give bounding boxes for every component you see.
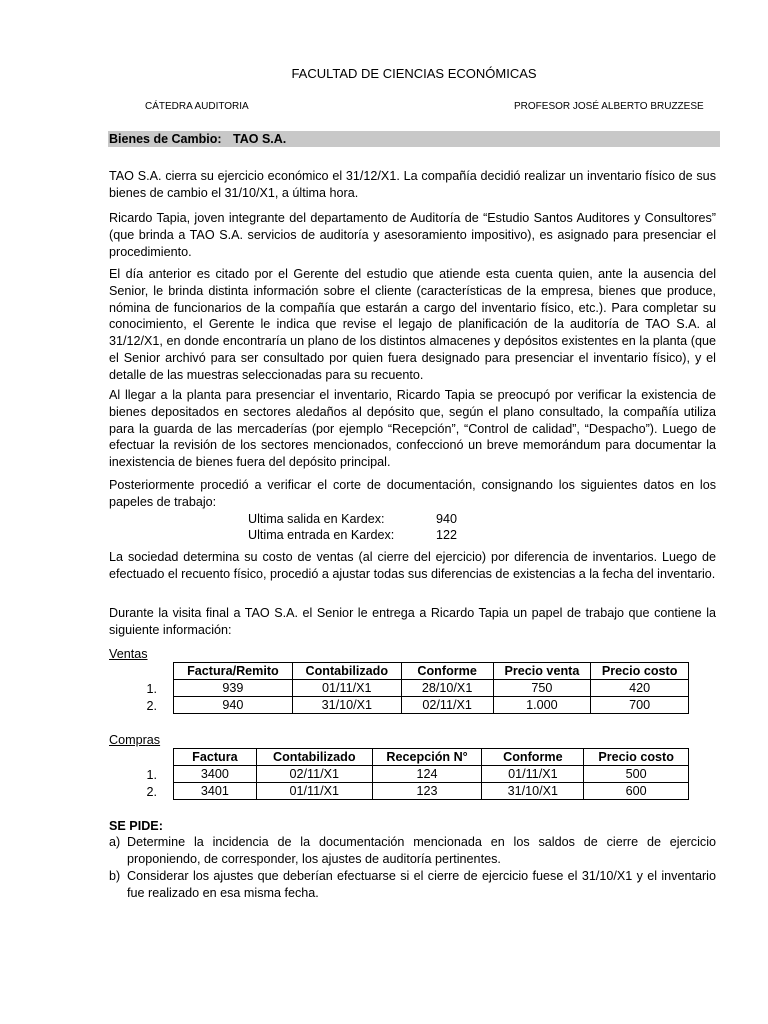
ventas-title: Ventas bbox=[109, 647, 148, 661]
table-cell: 940 bbox=[174, 697, 293, 714]
profesor-label: PROFESOR JOSÉ ALBERTO BRUZZESE bbox=[514, 101, 704, 112]
table-cell: 939 bbox=[174, 680, 293, 697]
row-number: 1. bbox=[146, 768, 157, 782]
column-header: Contabilizado bbox=[292, 663, 401, 680]
table-cell: 01/11/X1 bbox=[256, 783, 372, 800]
column-header: Recepción N° bbox=[372, 749, 482, 766]
list-marker: a) bbox=[109, 835, 121, 849]
table-cell: 02/11/X1 bbox=[401, 697, 493, 714]
paragraph bbox=[109, 266, 716, 384]
paragraph bbox=[109, 387, 716, 471]
table-cell: 3400 bbox=[174, 766, 257, 783]
row-number: 2. bbox=[146, 785, 157, 799]
column-header: Contabilizado bbox=[256, 749, 372, 766]
table-header-row bbox=[174, 749, 689, 766]
table-cell: 420 bbox=[591, 680, 689, 697]
section-company: TAO S.A. bbox=[233, 132, 287, 146]
compras-table bbox=[173, 748, 689, 800]
paragraph-1: TAO S.A. cierra su ejercicio económico el 31/12/X1. La compañía decidió realizar un inventario físico de sus bienes de cambio el 31/10/X1, a última hora. bbox=[109, 169, 716, 200]
table-cell: 01/11/X1 bbox=[482, 766, 584, 783]
row-number: 2. bbox=[146, 699, 157, 713]
se-pide-title: SE PIDE: bbox=[109, 819, 163, 833]
column-header: Precio costo bbox=[591, 663, 689, 680]
column-header: Precio venta bbox=[493, 663, 591, 680]
paragraph-5: Posteriormente procedió a verificar el corte de documentación, consignando los siguientes datos en los papeles de trabajo: bbox=[109, 478, 716, 509]
table-row bbox=[174, 697, 689, 714]
ventas-table bbox=[173, 662, 689, 714]
paragraph-3: El día anterior es citado por el Gerente del estudio que atiende esta cuenta quien, ante la ausencia del Senior, le brinda distinta información sobre el cliente (características de la empresa, bienes que produce, nómina de funcionarios de la compañía que estarán a cargo del inventario físico, etc.). Para completar su conocimiento, el Gerente le indica que revise el legajo de planificación de la auditoría de TAO S.A. al 31/12/X1, en donde encontraría un plano de los distintos almacenes y depósitos existentes en la planta (que el Senior archivó para ser consultado por quien fuera designado para presenciar el inventario físico), y el detalle de las muestras seleccionadas para su recuento. bbox=[109, 267, 716, 382]
table-cell: 28/10/X1 bbox=[401, 680, 493, 697]
list-marker: b) bbox=[109, 869, 121, 883]
table-cell: 700 bbox=[591, 697, 689, 714]
kardex-entrada-label: Ultima entrada en Kardex: bbox=[248, 528, 395, 542]
paragraph bbox=[109, 477, 716, 511]
table-row bbox=[174, 783, 689, 800]
table-cell: 31/10/X1 bbox=[482, 783, 584, 800]
kardex-entrada-value: 122 bbox=[436, 528, 458, 542]
column-header: Factura/Remito bbox=[174, 663, 293, 680]
list-item bbox=[109, 868, 716, 902]
paragraph bbox=[109, 549, 716, 583]
compras-title: Compras bbox=[109, 733, 161, 747]
kardex-salida-value: 940 bbox=[436, 512, 458, 526]
table-cell: 124 bbox=[372, 766, 482, 783]
faculty-title: FACULTAD DE CIENCIAS ECONÓMICAS bbox=[291, 66, 537, 81]
paragraph-7: Durante la visita final a TAO S.A. el Senior le entrega a Ricardo Tapia un papel de trabajo que contiene la siguiente información: bbox=[109, 606, 716, 637]
column-header: Conforme bbox=[482, 749, 584, 766]
table-cell: 600 bbox=[584, 783, 689, 800]
paragraph-6: La sociedad determina su costo de ventas (al cierre del ejercicio) por diferencia de inventarios. Luego de efectuado el recuento físico, procedió a ajustar todas sus diferencias de existencias a la fecha del inventario. bbox=[109, 550, 716, 581]
paragraph-2: Ricardo Tapia, joven integrante del departamento de Auditoría de “Estudio Santos Auditores y Consultores” (que brinda a TAO S.A. servicios de auditoría y asesoramiento impositivo), es asignado para presenciar el procedimiento. bbox=[109, 211, 716, 259]
paragraph bbox=[109, 210, 716, 260]
table-row bbox=[174, 766, 689, 783]
table-cell: 750 bbox=[493, 680, 591, 697]
column-header: Precio costo bbox=[584, 749, 689, 766]
list-item bbox=[109, 834, 716, 868]
table-cell: 3401 bbox=[174, 783, 257, 800]
catedra-label: CÁTEDRA AUDITORIA bbox=[145, 101, 249, 112]
row-number: 1. bbox=[146, 682, 157, 696]
table-cell: 500 bbox=[584, 766, 689, 783]
kardex-salida-label: Ultima salida en Kardex: bbox=[248, 512, 385, 526]
paragraph-4: Al llegar a la planta para presenciar el inventario, Ricardo Tapia se preocupó por verificar la existencia de bienes depositados en sectores aledaños al depósito que, según el plano consultado, la compañía utiliza para la guarda de las mercaderías (por ejemplo “Recepción”, “Control de calidad”, “Despacho”). Luego de efectuar la revisión de los sectores mencionados, confeccionó un breve memorándum para documentar la inexistencia de bienes fuera del depósito principal. bbox=[109, 388, 716, 470]
table-header-row bbox=[174, 663, 689, 680]
paragraph bbox=[109, 168, 716, 202]
section-heading bbox=[108, 131, 720, 147]
table-cell: 02/11/X1 bbox=[256, 766, 372, 783]
table-cell: 123 bbox=[372, 783, 482, 800]
list-item-text: Considerar los ajustes que deberían efectuarse si el cierre de ejercicio fuese el 31/10/X1 y el inventario fue realizado en esa misma fecha. bbox=[127, 869, 716, 900]
column-header: Factura bbox=[174, 749, 257, 766]
paragraph bbox=[109, 605, 716, 639]
table-cell: 01/11/X1 bbox=[292, 680, 401, 697]
table-cell: 31/10/X1 bbox=[292, 697, 401, 714]
section-label: Bienes de Cambio: bbox=[109, 132, 222, 146]
table-row bbox=[174, 680, 689, 697]
list-item-text: Determine la incidencia de la documentación mencionada en los saldos de cierre de ejercicio proponiendo, de corresponder, los ajustes de auditoría pertinentes. bbox=[127, 835, 716, 866]
table-cell: 1.000 bbox=[493, 697, 591, 714]
column-header: Conforme bbox=[401, 663, 493, 680]
